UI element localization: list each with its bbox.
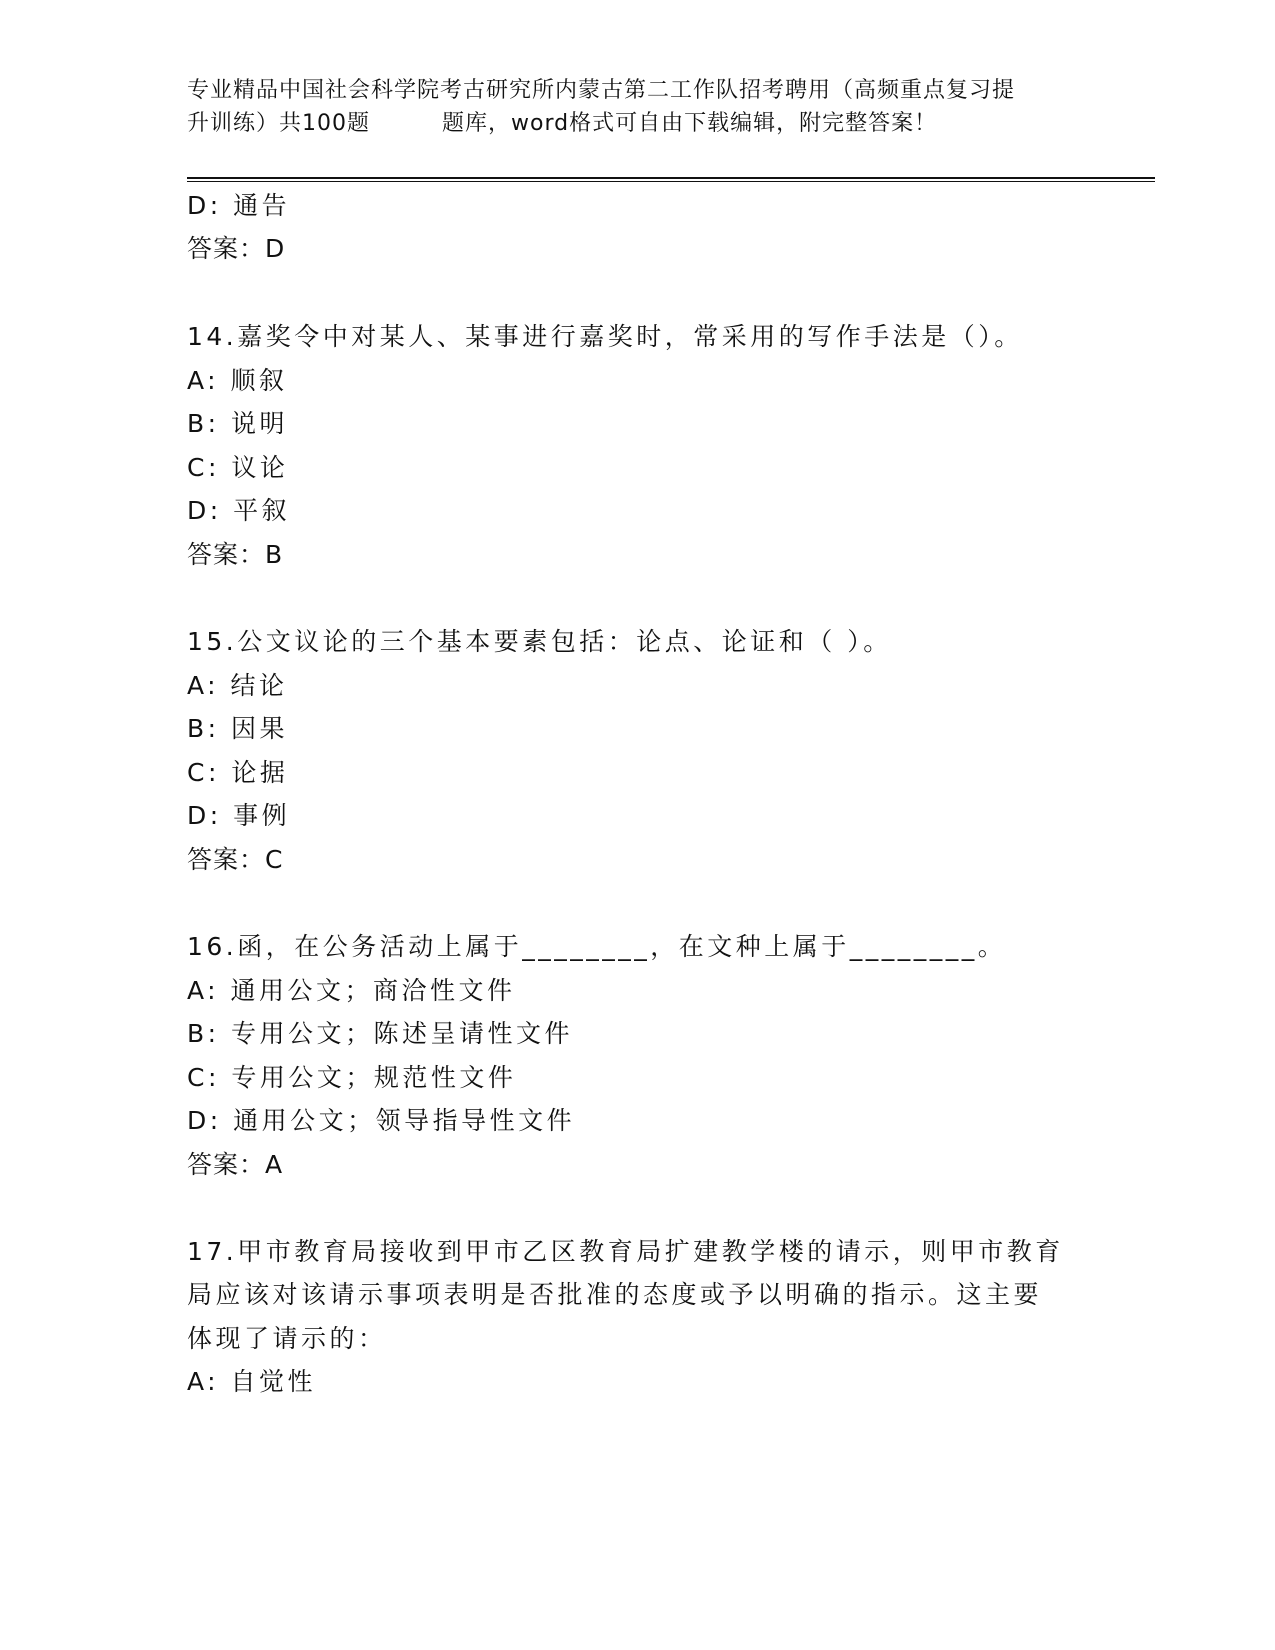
q14-option-c: C: 议论 xyxy=(187,453,289,482)
q17-stem-line3: 体现了请示的： xyxy=(187,1324,387,1353)
q16-stem: 16.函，在公务活动上属于________，在文种上属于________。 xyxy=(187,932,1007,961)
q14-option-a: A: 顺叙 xyxy=(187,366,288,395)
q15-answer: 答案：C xyxy=(187,845,284,874)
header-divider-thin xyxy=(187,181,1155,182)
q14-option-d: D: 平叙 xyxy=(187,496,291,525)
q14-stem: 14.嘉奖令中对某人、某事进行嘉奖时，常采用的写作手法是（）。 xyxy=(187,322,1023,351)
q14-option-b: B: 说明 xyxy=(187,409,289,438)
q13-answer: 答案：D xyxy=(187,234,286,263)
q13-option-d: D: 通告 xyxy=(187,191,291,220)
q15-stem: 15.公文议论的三个基本要素包括：论点、论证和（ ）。 xyxy=(187,627,892,656)
q17-option-a: A: 自觉性 xyxy=(187,1367,317,1396)
q17-stem-line1: 17.甲市教育局接收到甲市乙区教育局扩建教学楼的请示，则甲市教育 xyxy=(187,1237,1064,1266)
q16-option-a: A: 通用公文；商洽性文件 xyxy=(187,976,516,1005)
q16-option-d: D: 通用公文；领导指导性文件 xyxy=(187,1106,576,1135)
header-title-part1: 升训练）共100题 xyxy=(187,111,370,136)
q15-option-b: B: 因果 xyxy=(187,714,289,743)
q16-option-b: B: 专用公文；陈述呈请性文件 xyxy=(187,1019,574,1048)
header-divider-thick xyxy=(187,177,1155,179)
q15-option-d: D: 事例 xyxy=(187,801,291,830)
q15-option-c: C: 论据 xyxy=(187,758,289,787)
header-title-line1: 专业精品中国社会科学院考古研究所内蒙古第二工作队招考聘用（高频重点复习提 xyxy=(187,78,1016,103)
q15-option-a: A: 结论 xyxy=(187,671,288,700)
header-title-part2: 题库，word格式可自由下载编辑，附完整答案！ xyxy=(442,111,938,136)
q16-answer: 答案：A xyxy=(187,1150,284,1179)
header-title-line2 xyxy=(187,107,1087,140)
q14-answer: 答案：B xyxy=(187,540,284,569)
page-header xyxy=(187,74,1087,140)
q17-stem-line2: 局应该对该请示事项表明是否批准的态度或予以明确的指示。这主要 xyxy=(187,1280,1043,1309)
q16-option-c: C: 专用公文；规范性文件 xyxy=(187,1063,517,1092)
